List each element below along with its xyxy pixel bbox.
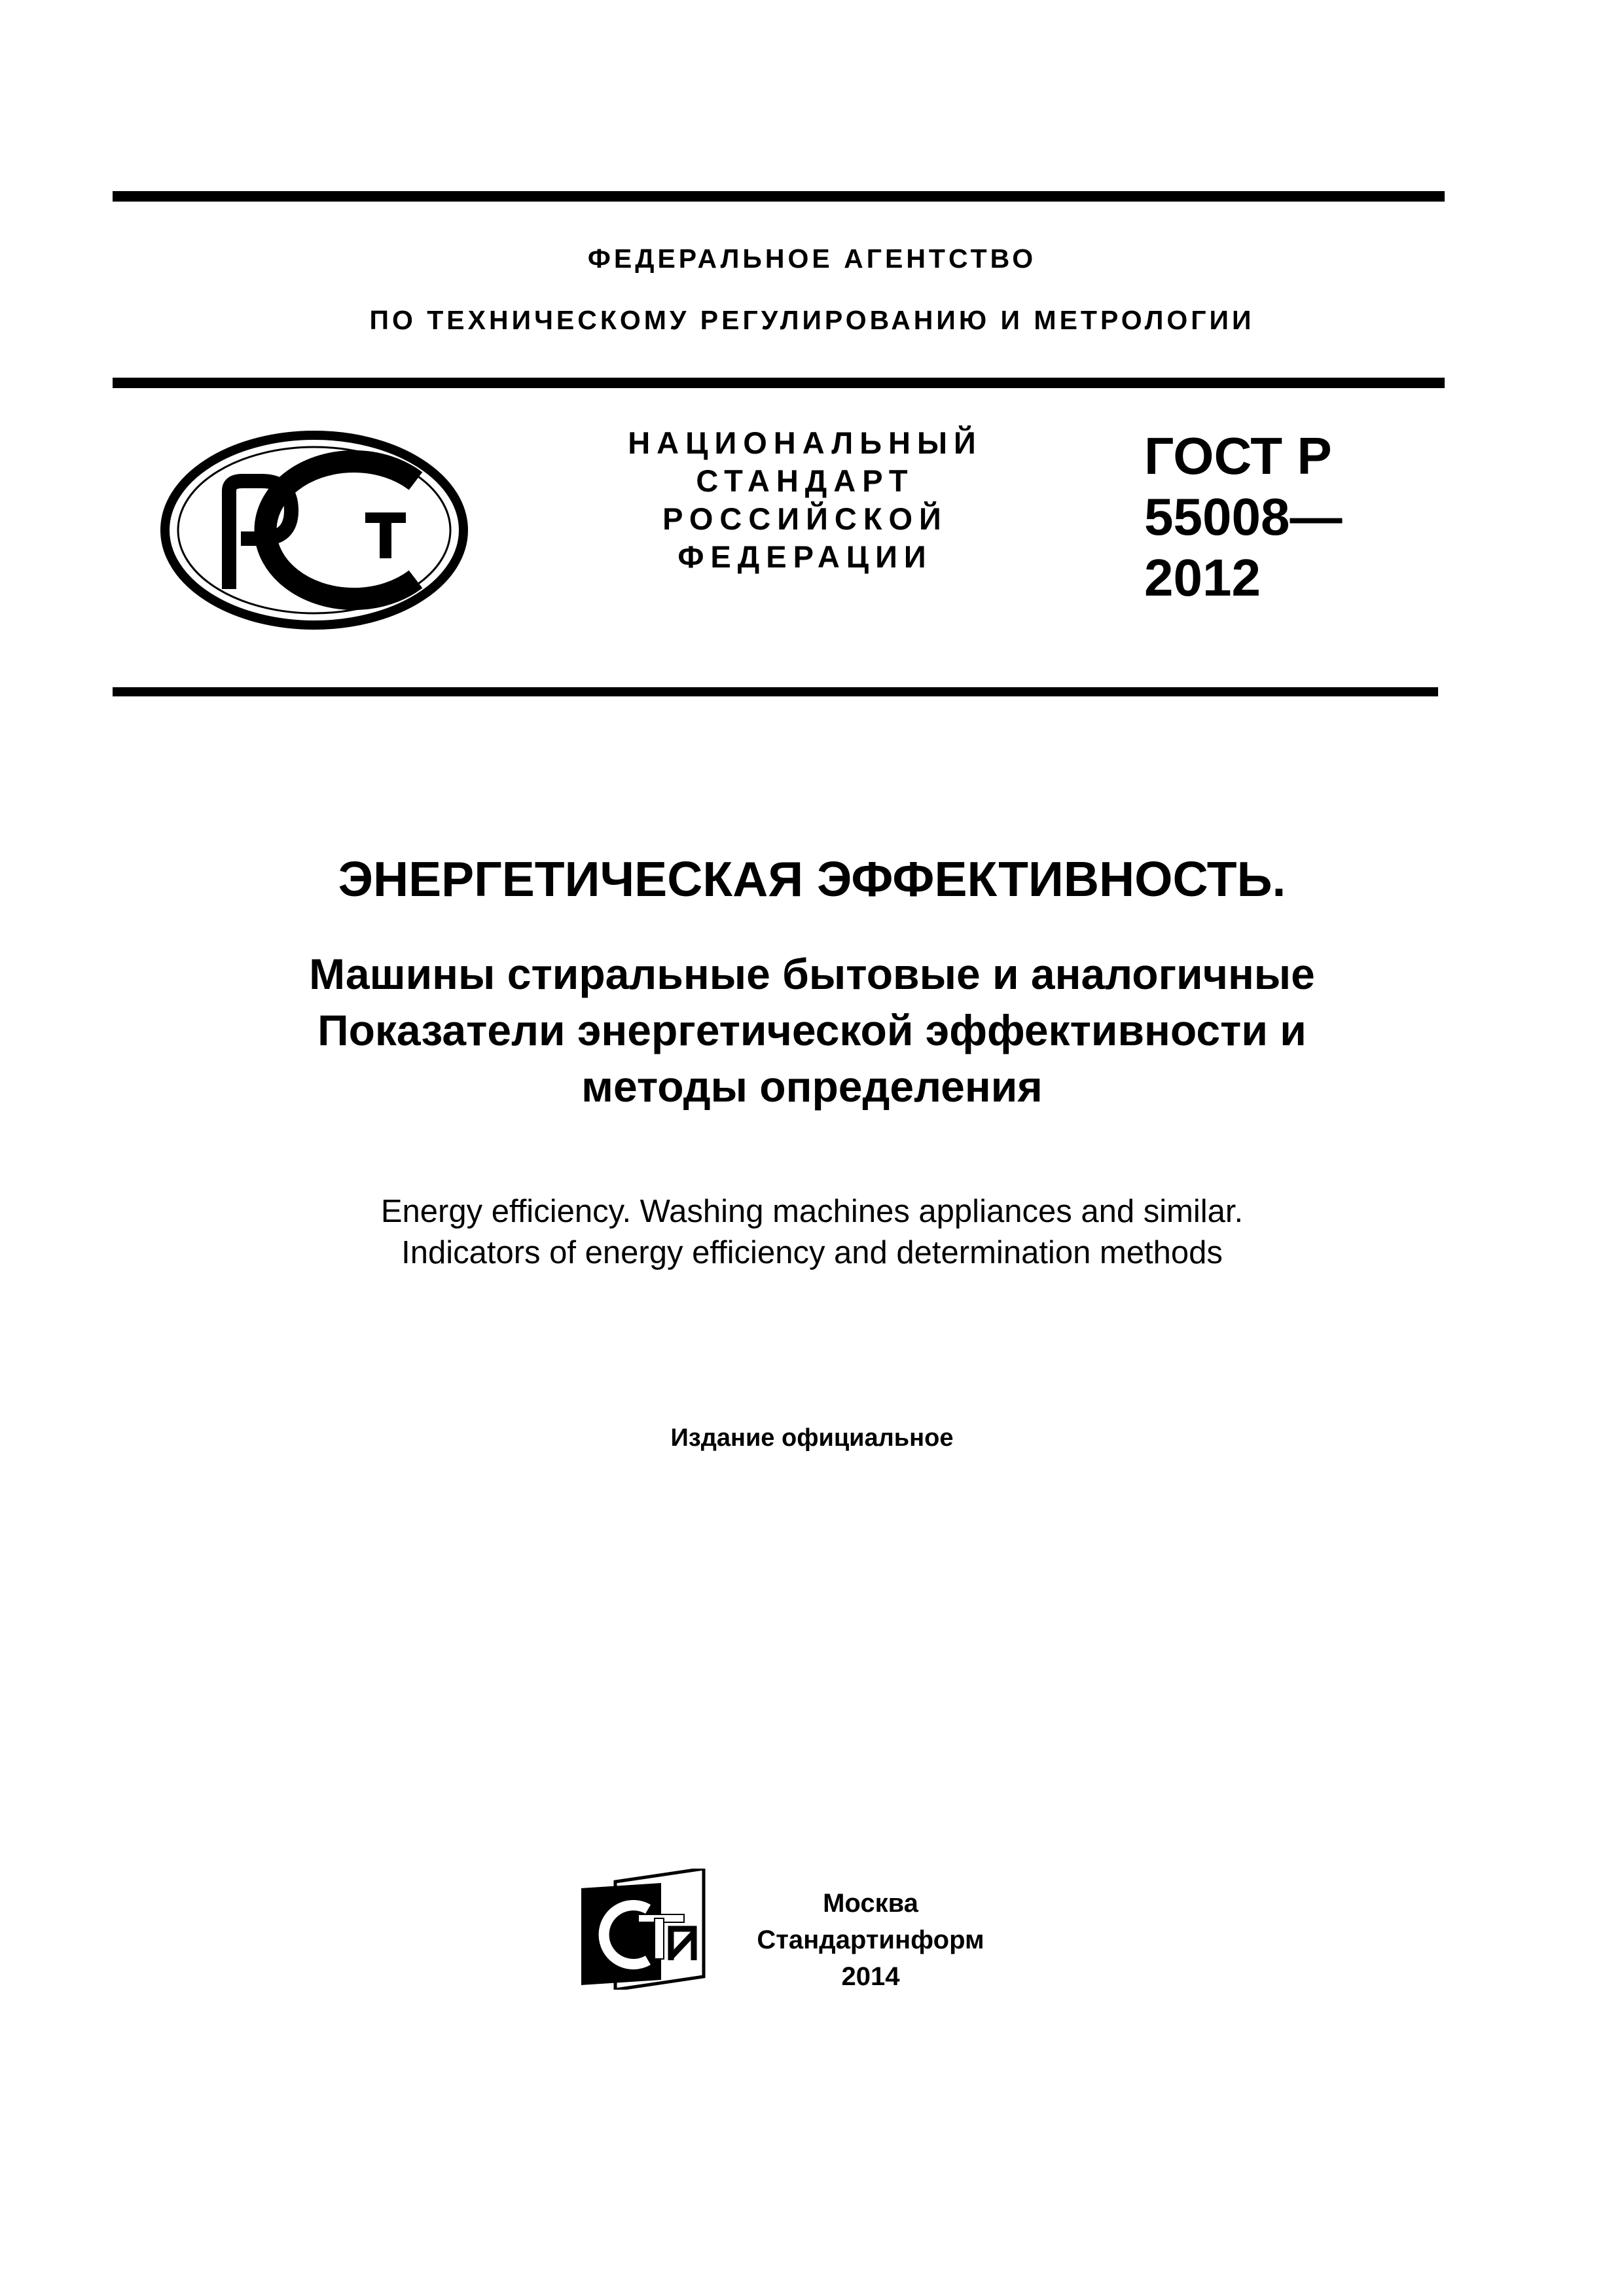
document-title: ЭНЕРГЕТИЧЕСКАЯ ЭФФЕКТИВНОСТЬ. — [338, 852, 1286, 906]
publisher-name: Стандартинформ — [757, 1926, 984, 1954]
agency-line-1: ФЕДЕРАЛЬНОЕ АГЕНТСТВО — [587, 243, 1037, 274]
top-rule — [113, 191, 1445, 202]
national-line-1: НАЦИОНАЛЬНЫЙ — [628, 425, 983, 460]
publisher-year: 2014 — [841, 1962, 900, 1991]
standard-bottom-rule — [113, 687, 1438, 696]
national-line-3: РОССИЙСКОЙ — [662, 501, 948, 536]
national-line-4: ФЕДЕРАЦИИ — [677, 539, 933, 574]
gost-line-3: 2012 — [1144, 548, 1261, 607]
edition-label: Издание официальное — [670, 1424, 954, 1452]
publisher-block — [720, 1885, 1021, 1995]
english-line-1: Energy efficiency. Washing machines appliances and similar. — [380, 1194, 1244, 1229]
header-bottom-rule — [113, 378, 1445, 388]
english-line-2: Indicators of energy efficiency and determination methods — [401, 1235, 1223, 1270]
publisher-city: Москва — [823, 1889, 918, 1918]
rst-logo-icon — [157, 429, 471, 632]
subtitle-line-2: Показатели энергетической эффективности и — [317, 1006, 1307, 1054]
gost-designation — [1144, 425, 1342, 608]
gost-line-2: 55008— — [1144, 488, 1343, 546]
subtitle-line-1: Машины стиральные бытовые и аналогичные — [309, 950, 1315, 998]
agency-line-2: ПО ТЕХНИЧЕСКОМУ РЕГУЛИРОВАНИЮ И МЕТРОЛОГИИ — [369, 305, 1255, 335]
gost-line-1: ГОСТ Р — [1144, 427, 1332, 485]
sti-logo-icon — [576, 1869, 713, 1990]
subtitle-line-3: методы определения — [581, 1062, 1043, 1111]
national-line-2: СТАНДАРТ — [696, 463, 914, 498]
english-title — [131, 1191, 1493, 1274]
national-standard-label — [576, 424, 1034, 576]
document-subtitle — [131, 946, 1493, 1115]
